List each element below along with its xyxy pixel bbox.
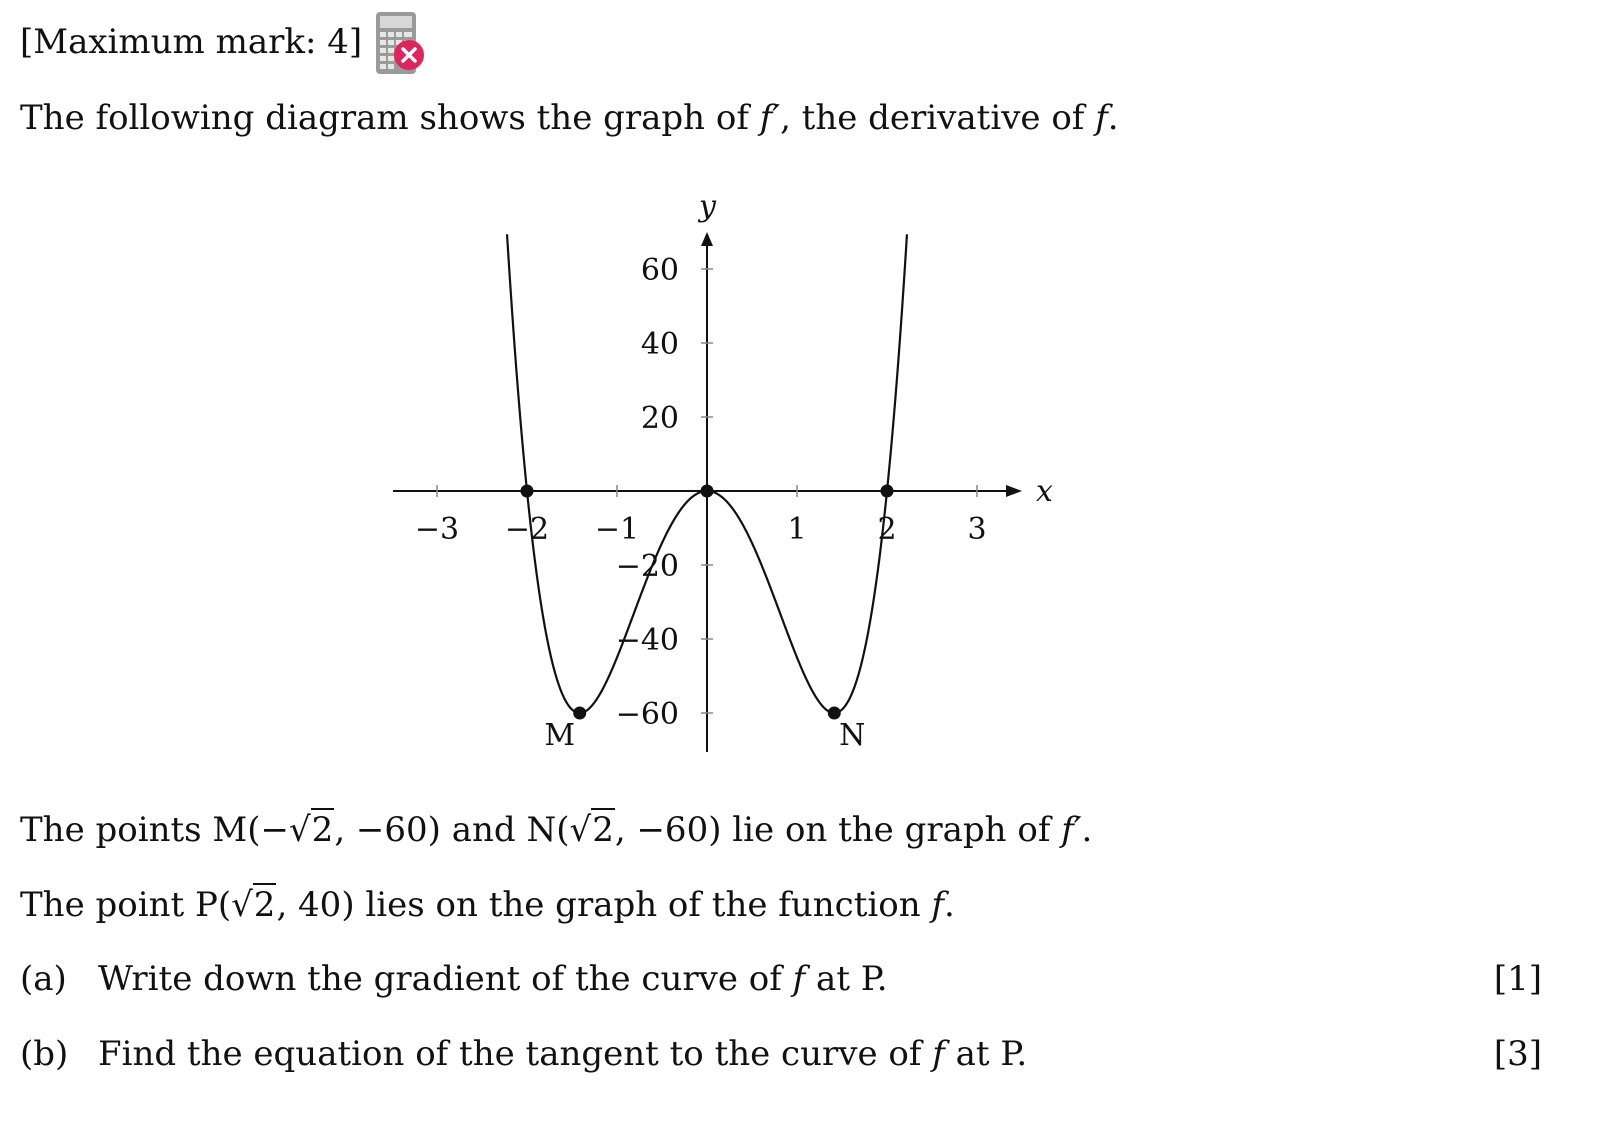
y-tick-label: −40	[615, 623, 679, 658]
f-prime-symbol: f′	[759, 98, 781, 138]
part-label: (b)	[20, 1034, 69, 1074]
x-tick-label: 2	[877, 512, 897, 547]
y-tick-label: −60	[615, 697, 679, 732]
point-p-text: The point P(√2, 40) lies on the graph of the function f.	[20, 885, 955, 925]
y-tick-label: 20	[640, 401, 679, 436]
x-axis-arrow	[1006, 485, 1022, 497]
derivative-graph	[380, 180, 1080, 770]
x-tick-label: −1	[594, 512, 640, 547]
part-text: Write down the gradient of the curve of f at P.	[98, 959, 888, 999]
point-m	[573, 707, 586, 720]
sqrt-symbol: √2	[569, 810, 614, 850]
f-symbol: f	[1095, 98, 1108, 138]
point-label-n: N	[839, 718, 866, 753]
x-intercept-point	[881, 485, 894, 498]
y-axis-label: y	[699, 189, 716, 224]
y-axis-arrow	[701, 232, 713, 246]
y-tick-label: −20	[615, 549, 679, 584]
sqrt-symbol: √2	[289, 810, 334, 850]
x-tick-label: 1	[787, 512, 807, 547]
intro-text: The following diagram shows the graph of f′, the derivative of f.	[20, 98, 1119, 138]
x-intercept-point	[701, 485, 714, 498]
x-tick-label: 3	[967, 512, 987, 547]
part-text: Find the equation of the tangent to the curve of f at P.	[98, 1034, 1028, 1074]
calculator-not-allowed-icon	[374, 10, 430, 78]
sqrt-symbol: √2	[231, 885, 276, 925]
max-mark-label	[20, 22, 362, 62]
max-mark-text: [Maximum mark: 4]	[20, 22, 363, 62]
points-mn-text: The points M(−√2, −60) and N(√2, −60) lie on the graph of f′.	[20, 810, 1093, 850]
x-axis-label: x	[1036, 474, 1053, 509]
y-tick-label: 60	[640, 253, 679, 288]
x-tick-label: −2	[504, 512, 550, 547]
x-tick-label: −3	[414, 512, 460, 547]
part-marks: [1]	[1493, 959, 1542, 999]
part-marks: [3]	[1493, 1034, 1542, 1074]
point-label-m: M	[544, 718, 576, 753]
x-intercept-point	[521, 485, 534, 498]
y-tick-label: 40	[640, 327, 679, 362]
part-label: (a)	[20, 959, 67, 999]
